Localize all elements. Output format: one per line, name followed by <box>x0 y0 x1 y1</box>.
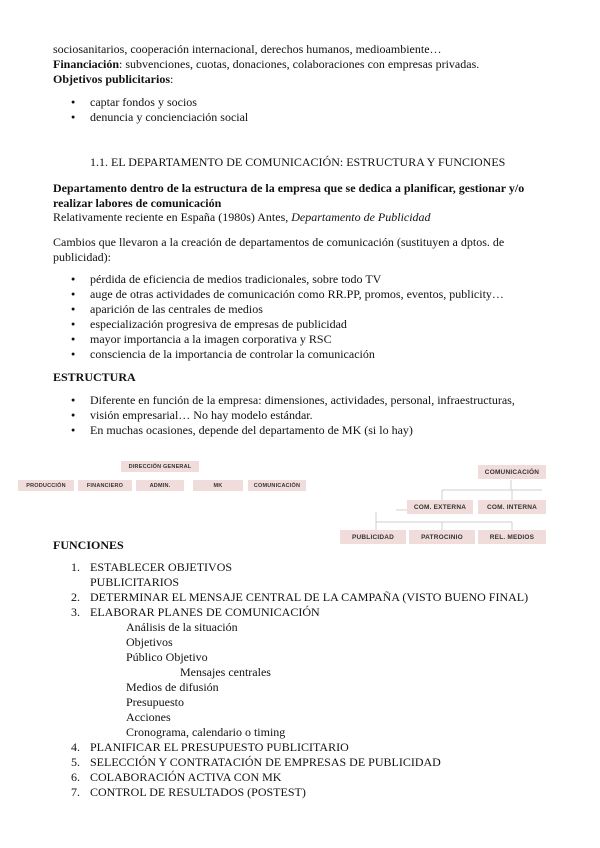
funciones-list-continued <box>53 740 441 800</box>
list-item: ● especialización progresiva de empresas de publicidad <box>53 317 504 332</box>
list-item: ● En muchas ocasiones, depende del departamento de MK (si lo hay) <box>53 423 515 438</box>
section-title: 1.1. EL DEPARTAMENTO DE COMUNICACIÓN: ESTRUCTURA Y FUNCIONES <box>90 155 506 169</box>
org-node: MK <box>193 480 243 491</box>
item-text: DETERMINAR EL MENSAJE CENTRAL DE LA CAMPAÑA (VISTO BUENO FINAL) <box>90 590 529 604</box>
list-item <box>53 590 528 605</box>
plan-subitem: Público Objetivo <box>126 650 208 664</box>
list-item: ● Diferente en función de la empresa: dimensiones, actividades, personal, infraestructuras, <box>53 393 515 408</box>
list-item: ● denuncia y concienciación social <box>53 110 248 125</box>
plan-subitem: Cronograma, calendario o timing <box>126 725 286 739</box>
item-text: SELECCIÓN Y CONTRATACIÓN DE EMPRESAS DE PUBLICIDAD <box>90 755 441 769</box>
funciones-heading: FUNCIONES <box>53 538 124 552</box>
plan-subitem: Medios de difusión <box>126 680 219 694</box>
item-number: 6. <box>71 770 80 784</box>
list-item <box>53 605 528 620</box>
item-text: PUBLICITARIOS <box>90 575 180 589</box>
financiacion-text: : subvenciones, cuotas, donaciones, colaboraciones con empresas privadas. <box>119 57 480 71</box>
org-node-comunicacion: COMUNICACIÓN <box>478 465 546 479</box>
list-item <box>53 755 441 770</box>
org-node-rel-medios: REL. MEDIOS <box>478 530 546 544</box>
org-node-com-externa: COM. EXTERNA <box>407 500 473 514</box>
objetivos-label: Objetivos publicitarios <box>53 72 171 86</box>
list-item <box>53 740 441 755</box>
objetivos-colon: : <box>170 72 174 86</box>
list-item <box>53 560 528 575</box>
list-item <box>53 770 441 785</box>
list-item: ● auge de otras actividades de comunicación como RR.PP, promos, eventos, publicity… <box>53 287 504 302</box>
org-chart-left <box>0 455 330 495</box>
item-text: PLANIFICAR EL PRESUPUESTO PUBLICITARIO <box>90 740 349 754</box>
item-text: ELABORAR PLANES DE COMUNICACIÓN <box>90 605 320 619</box>
cambios-list <box>53 272 504 362</box>
item-text: ESTABLECER OBJETIVOS <box>90 560 233 574</box>
plan-subitem: Mensajes centrales <box>180 665 271 679</box>
cambios-line-2: publicidad): <box>53 250 111 264</box>
definition-recent <box>53 210 431 225</box>
list-item: ● aparición de las centrales de medios <box>53 302 504 317</box>
item-number: 4. <box>71 740 80 754</box>
funciones-list <box>53 560 528 620</box>
org-node-direccion-general: DIRECCIÓN GENERAL <box>121 461 199 472</box>
list-item-continuation <box>53 575 528 590</box>
financiacion-line <box>53 57 479 72</box>
estructura-heading: ESTRUCTURA <box>53 370 136 384</box>
item-text: CONTROL DE RESULTADOS (POSTEST) <box>90 785 306 799</box>
org-node-com-interna: COM. INTERNA <box>478 500 546 514</box>
list-item <box>53 785 441 800</box>
list-item: ● captar fondos y socios <box>53 95 248 110</box>
org-node: PRODUCCIÓN <box>18 480 74 491</box>
org-chart-right <box>336 452 556 552</box>
org-node-patrocinio: PATROCINIO <box>409 530 475 544</box>
financiacion-label: Financiación <box>53 57 120 71</box>
list-item-continuation: ● visión empresarial… No hay modelo estándar. <box>53 408 515 423</box>
estructura-list <box>53 393 515 438</box>
item-text: COLABORACIÓN ACTIVA CON MK <box>90 770 282 784</box>
objetivos-heading <box>53 72 173 87</box>
definition-bold-1: Departamento dentro de la estructura de la empresa que se dedica a planificar, gestionar y/o <box>53 181 525 195</box>
item-number: 2. <box>71 590 80 604</box>
org-node-publicidad: PUBLICIDAD <box>340 530 406 544</box>
org-node: ADMIN. <box>136 480 184 491</box>
recent-italic: Departamento de Publicidad <box>291 210 431 224</box>
plan-subitem: Presupuesto <box>126 695 184 709</box>
plan-subitem: Análisis de la situación <box>126 620 238 634</box>
intro-line: sociosanitarios, cooperación internacional, derechos humanos, medioambiente… <box>53 42 442 56</box>
org-node: COMUNICACIÓN <box>248 480 306 491</box>
plan-subitem: Objetivos <box>126 635 173 649</box>
list-item: ● mayor importancia a la imagen corporativa y RSC <box>53 332 504 347</box>
list-item: ● pérdida de eficiencia de medios tradicionales, sobre todo TV <box>53 272 504 287</box>
org-node: FINANCIERO <box>78 480 132 491</box>
item-number: 1. <box>71 560 80 574</box>
item-number: 7. <box>71 785 80 799</box>
definition-bold-2: realizar labores de comunicación <box>53 196 222 210</box>
objetivos-list <box>53 95 248 125</box>
item-number: 5. <box>71 755 80 769</box>
list-item: ● consciencia de la importancia de controlar la comunicación <box>53 347 504 362</box>
cambios-line-1: Cambios que llevaron a la creación de departamentos de comunicación (sustituyen a dptos. de <box>53 235 505 249</box>
recent-text: Relativamente reciente en España (1980s) Antes, <box>53 210 292 224</box>
plan-subitem: Acciones <box>126 710 171 724</box>
item-number: 3. <box>71 605 80 619</box>
